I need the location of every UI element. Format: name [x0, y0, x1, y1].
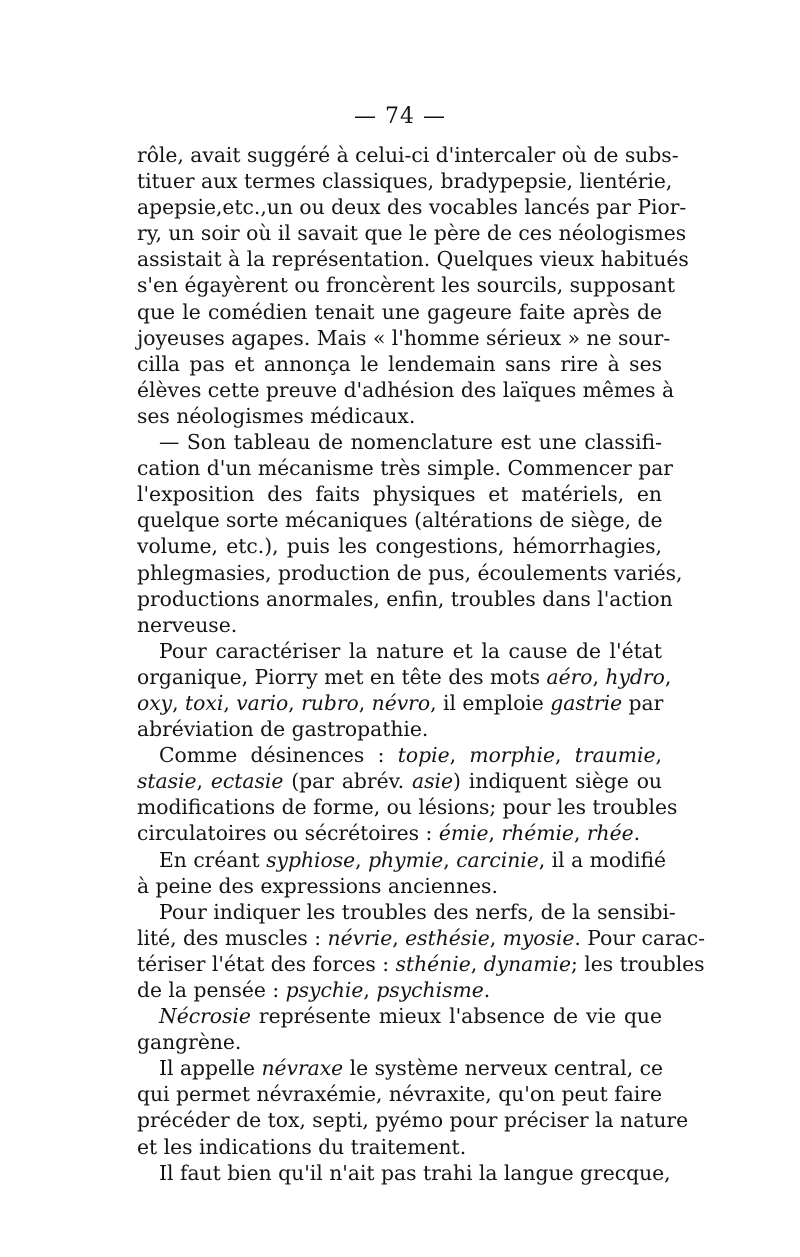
text-run: , — [449, 743, 470, 768]
text-run: par — [622, 690, 664, 715]
text-line — [137, 586, 673, 612]
text-line — [137, 246, 689, 272]
italic-term: Nécrosie — [159, 1004, 251, 1029]
text-run: , — [288, 690, 302, 715]
text-run: — Son tableau de nomenclature est une classifi- — [159, 430, 662, 455]
text-line — [137, 142, 679, 168]
text-run: , — [488, 821, 502, 846]
text-run: circulatoires ou sécrétoires : — [137, 821, 439, 846]
italic-term: rubro — [301, 690, 359, 715]
text-run: volume, etc.), puis les congestions, hémorrhagies, — [137, 534, 662, 559]
text-run: et les indications du traitement. — [137, 1134, 467, 1159]
text-run: ; les troubles — [570, 951, 705, 976]
text-run: , — [355, 847, 369, 872]
text-run: Pour caractériser la nature et la cause de l'état — [159, 638, 662, 663]
italic-term: vario — [236, 690, 289, 715]
text-run: cilla pas et annonça le lendemain sans rire à ses — [137, 351, 662, 376]
text-line — [137, 351, 662, 377]
text-run: tériser l'état des forces : — [137, 951, 396, 976]
italic-term: hydro — [605, 664, 665, 689]
text-run: gangrène. — [137, 1030, 242, 1055]
italic-term: psychie — [285, 978, 364, 1002]
text-line — [137, 873, 662, 899]
text-run: , — [358, 690, 372, 715]
text-line — [137, 925, 705, 951]
text-line — [137, 429, 662, 455]
text-run: ses néologismes médicaux. — [137, 403, 416, 428]
text-run: , — [664, 664, 672, 689]
italic-term: toxi — [185, 690, 224, 715]
text-line — [137, 272, 676, 298]
text-run: représente mieux l'absence de vie que — [250, 1004, 662, 1029]
text-run: , — [172, 690, 186, 715]
text-run: En créant — [159, 847, 267, 872]
text-run: ry, un soir où il savait que le père de ces néologismes — [137, 221, 687, 246]
italic-term: morphie — [469, 743, 556, 768]
text-run: apepsie,etc.,un ou deux des vocables lancés par Pior- — [137, 195, 687, 220]
text-run: joyeuses agapes. Mais « l'homme sérieux » ne sour- — [137, 325, 671, 350]
text-run: qui permet névraxémie, névraxite, qu'on peut faire — [137, 1082, 662, 1107]
text-line — [137, 794, 678, 820]
text-line — [137, 481, 662, 507]
text-line — [137, 377, 675, 403]
text-line — [137, 612, 662, 638]
italic-term: rhémie — [501, 821, 574, 846]
text-run: que le comédien tenait une gageure faite après de — [137, 299, 662, 324]
text-line — [137, 638, 662, 664]
text-line — [137, 1029, 662, 1055]
text-run: , — [489, 925, 503, 950]
text-line — [137, 403, 662, 429]
text-line — [137, 716, 662, 742]
text-line — [137, 325, 671, 351]
page-number: — 74 — — [354, 104, 446, 129]
italic-term: phymie — [368, 847, 444, 872]
text-line — [137, 299, 662, 325]
text-line — [137, 220, 687, 246]
text-run: Pour indiquer les troubles des nerfs, de la sensibi- — [159, 899, 676, 924]
body-text — [137, 142, 705, 1186]
text-run: , il emploie — [430, 690, 551, 715]
text-run: nerveuse. — [137, 612, 238, 637]
text-line — [137, 742, 662, 768]
text-line — [137, 168, 673, 194]
text-run: (par abrév. — [283, 769, 412, 794]
text-run: cation d'un mécanisme très simple. Commencer par — [137, 456, 673, 481]
text-run: , — [592, 664, 606, 689]
italic-term: dynamie — [483, 951, 571, 976]
text-run: , — [443, 847, 457, 872]
text-line — [137, 664, 672, 690]
text-run: productions anormales, enfin, troubles dans l'action — [137, 586, 673, 611]
italic-term: syphiose — [266, 847, 356, 872]
text-line — [137, 899, 676, 925]
text-run: phlegmasies, production de pus, écoulements variés, — [137, 560, 683, 585]
italic-term: ectasie — [210, 769, 284, 794]
text-line — [137, 1134, 662, 1160]
italic-term: carcinie — [456, 847, 539, 872]
text-line — [137, 1055, 662, 1081]
text-run: , — [223, 690, 237, 715]
text-run: rôle, avait suggéré à celui-ci d'intercaler où de subs- — [137, 143, 679, 167]
text-line — [137, 455, 673, 481]
text-run: élèves cette preuve d'adhésion des laïques mêmes à — [137, 377, 675, 402]
text-run: assistait à la représentation. Quelques vieux habitués — [137, 247, 689, 272]
text-run: , — [196, 769, 211, 794]
text-run: s'en égayèrent ou froncèrent les sourcils, supposant — [137, 273, 676, 298]
text-run: tituer aux termes classiques, bradypepsie, lientérie, — [137, 169, 673, 194]
text-line — [137, 1003, 662, 1029]
italic-term: névraxe — [261, 1056, 344, 1081]
text-line — [137, 977, 662, 1003]
text-run: , — [392, 925, 406, 950]
text-line — [137, 507, 662, 533]
italic-term: esthésie — [405, 925, 490, 950]
text-run: , — [573, 821, 587, 846]
text-line — [137, 194, 687, 220]
text-run: de la pensée : — [137, 978, 286, 1002]
text-run: abréviation de gastropathie. — [137, 717, 429, 742]
text-line — [137, 951, 705, 977]
italic-term: topie — [397, 743, 450, 768]
text-run: quelque sorte mécaniques (altérations de siège, de — [137, 508, 663, 533]
text-run: , — [470, 951, 484, 976]
text-line — [137, 768, 662, 794]
italic-term: psychisme — [376, 978, 484, 1002]
text-line — [137, 1107, 689, 1133]
text-line — [137, 847, 667, 873]
text-line — [137, 1081, 662, 1107]
text-line — [137, 533, 662, 559]
text-run: organique, Piorry met en tête des mots — [137, 664, 547, 689]
text-line — [137, 690, 662, 716]
italic-term: traumie — [574, 743, 656, 768]
text-run: , il a modifié — [538, 847, 667, 872]
italic-term: névro — [371, 690, 431, 715]
text-run: . — [633, 821, 641, 846]
text-run: précéder de tox, septi, pyémo pour préciser la nature — [137, 1108, 689, 1133]
text-run: le système nerveux central, ce — [343, 1056, 663, 1081]
text-line — [137, 560, 683, 586]
italic-term: émie — [438, 821, 489, 846]
text-run: . Pour carac- — [574, 925, 705, 950]
italic-term: myosie — [502, 925, 575, 950]
text-run: lité, des muscles : — [137, 925, 328, 950]
italic-term: aéro — [546, 664, 593, 689]
text-run: . — [483, 978, 491, 1002]
text-run: l'exposition des faits physiques et matériels, en — [137, 482, 662, 507]
italic-term: névrie — [327, 925, 393, 950]
text-run: modifications de forme, ou lésions; pour les troubles — [137, 795, 678, 820]
italic-term: asie — [412, 769, 453, 794]
text-run: Il appelle — [159, 1056, 262, 1081]
italic-term: rhée — [586, 821, 634, 846]
text-run: , — [555, 743, 575, 768]
text-run: , — [363, 978, 377, 1002]
italic-term: gastrie — [550, 690, 623, 715]
text-run: Il faut bien qu'il n'ait pas trahi la langue grecque, — [159, 1160, 671, 1185]
text-run: Comme désinences : — [159, 743, 398, 768]
text-line — [137, 820, 662, 846]
text-line — [137, 1160, 671, 1186]
text-run: à peine des expressions anciennes. — [137, 873, 498, 898]
text-run: ) indiquent siège ou — [453, 769, 662, 794]
italic-term: oxy — [137, 690, 173, 715]
italic-term: stasie — [137, 769, 197, 794]
italic-term: sthénie — [395, 951, 471, 976]
text-run: , — [655, 743, 662, 768]
